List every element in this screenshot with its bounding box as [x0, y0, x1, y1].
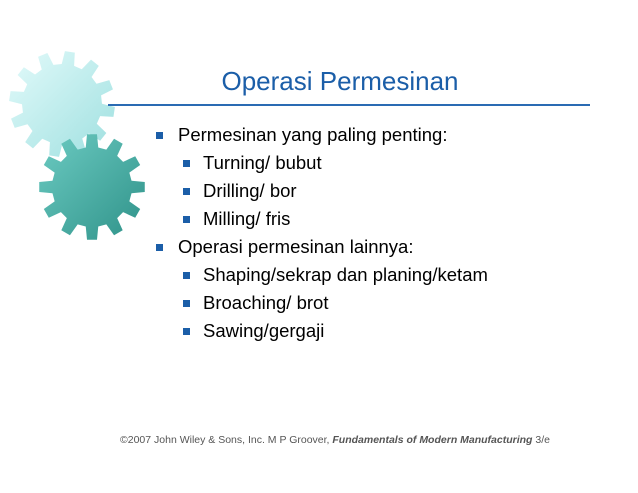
square-bullet-icon — [183, 300, 190, 307]
square-bullet-icon — [183, 216, 190, 223]
bullet-item — [156, 317, 488, 345]
square-bullet-icon — [156, 244, 163, 251]
bullet-item — [156, 121, 488, 149]
square-bullet-icon — [183, 160, 190, 167]
large-gear-shape — [9, 51, 115, 157]
bullet-item — [156, 233, 488, 261]
bullet-item — [156, 261, 488, 289]
footer-book-title: Fundamentals of Modern Manufacturing — [332, 434, 533, 446]
bullet-item — [156, 177, 488, 205]
gears-icon — [0, 0, 170, 260]
footer-credit — [120, 434, 550, 446]
bullet-text: Drilling/ bor — [203, 180, 297, 201]
square-bullet-icon — [156, 132, 163, 139]
footer-copyright: ©2007 John Wiley & Sons, Inc. M P Groover, — [120, 434, 333, 446]
bullet-text: Sawing/gergaji — [203, 320, 325, 341]
bullet-text: Shaping/sekrap dan planing/ketam — [203, 264, 488, 285]
bullet-text: Broaching/ brot — [203, 292, 329, 313]
bullet-text: Milling/ fris — [203, 208, 291, 229]
bullet-list — [156, 121, 488, 345]
bullet-text: Operasi permesinan lainnya: — [178, 236, 414, 257]
bullet-item — [156, 205, 488, 233]
square-bullet-icon — [183, 328, 190, 335]
square-bullet-icon — [183, 272, 190, 279]
title-divider — [108, 104, 590, 106]
bullet-item — [156, 149, 488, 177]
bullet-text: Permesinan yang paling penting: — [178, 124, 448, 145]
square-bullet-icon — [183, 188, 190, 195]
slide-title: Operasi Permesinan — [221, 66, 459, 96]
footer-edition: 3/e — [532, 434, 550, 446]
bullet-text: Turning/ bubut — [203, 152, 322, 173]
bullet-item — [156, 289, 488, 317]
